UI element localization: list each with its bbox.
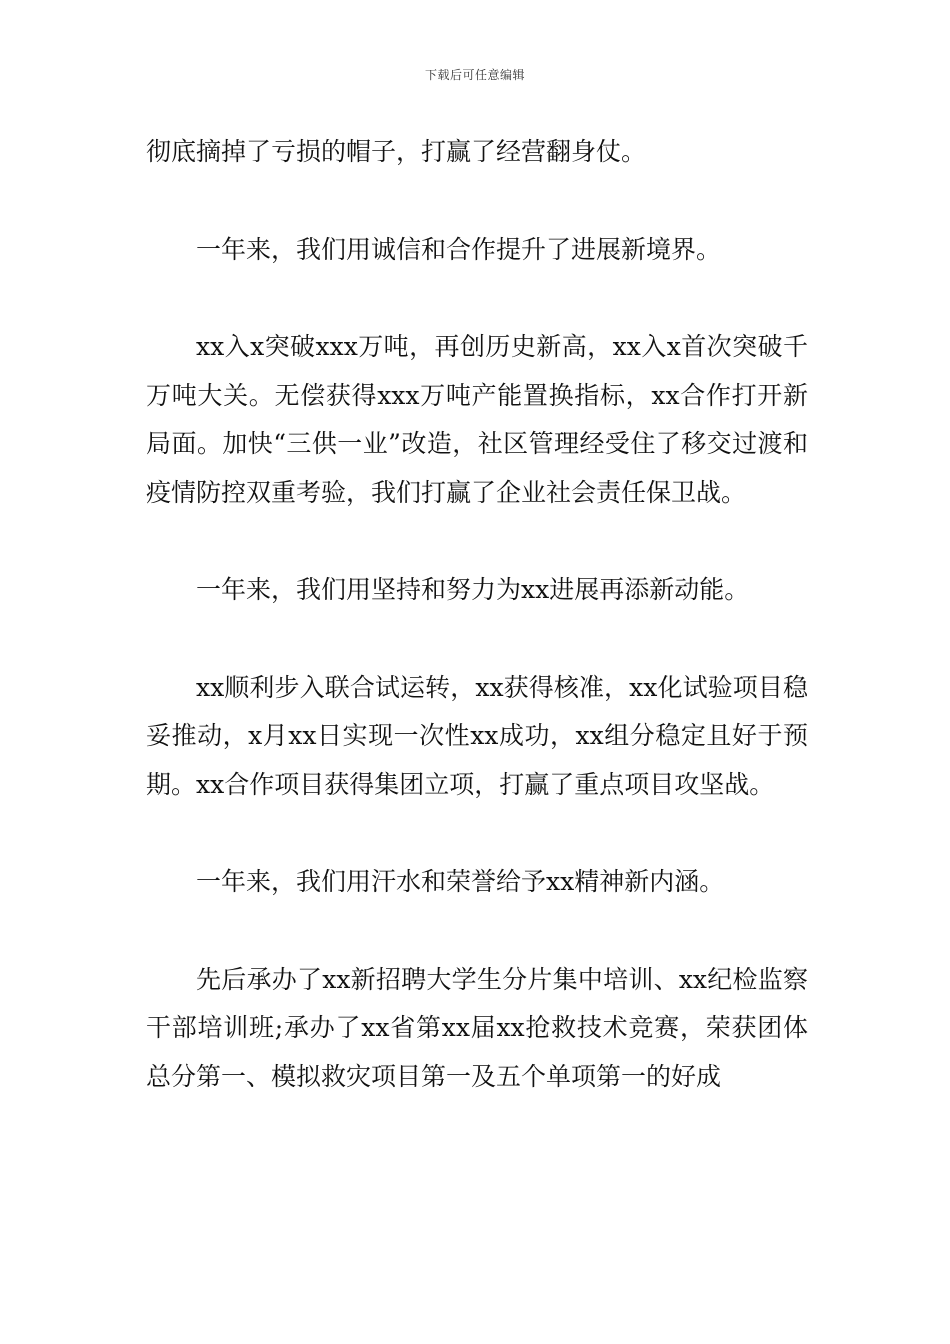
paragraph-body-breakthrough: xx入x突破xxx万吨，再创历史新高，xx入x首次突破千万吨大关。无偿获得xxx万吨产能置换指标，xx合作打开新局面。加快“三供一业”改造，社区管理经受住了移交过渡和疫情防控双重考验，我们打赢了企业社会责任保卫战。 — [146, 332, 808, 507]
paragraph-gap — [146, 274, 808, 323]
paragraph-continuation: 彻底摘掉了亏损的帽子，打赢了经营翻身仗。 — [146, 137, 647, 166]
paragraph-heading-cooperation: 一年来，我们用诚信和合作提升了进展新境界。 — [196, 234, 722, 264]
page-header-note: 下载后可任意编辑 — [424, 68, 525, 82]
paragraph-gap — [146, 809, 808, 858]
paragraph-body-training: 先后承办了xx新招聘大学生分片集中培训、xx纪检监察干部培训班;承办了xx省第xx届xx抢救技术竞赛，荣获团体总分第一、模拟救灾项目第一及五个单项第一的好成 — [146, 964, 808, 1091]
paragraph-gap — [146, 907, 808, 956]
paragraph-heading-momentum: 一年来，我们用坚持和努力为xx进展再添新动能。 — [196, 575, 750, 604]
document-body — [146, 128, 808, 1101]
paragraph-gap — [146, 177, 808, 226]
paragraph-gap — [146, 517, 808, 566]
paragraph-body-projects: xx顺利步入联合试运转，xx获得核准，xx化试验项目稳妥推动，x月xx日实现一次性xx成功，xx组分稳定且好于预期。xx合作项目获得集团立项，打赢了重点项目攻坚战。 — [146, 672, 808, 799]
paragraph-heading-spirit: 一年来，我们用汗水和荣誉给予xx精神新内涵。 — [196, 867, 725, 896]
paragraph-gap — [146, 615, 808, 664]
